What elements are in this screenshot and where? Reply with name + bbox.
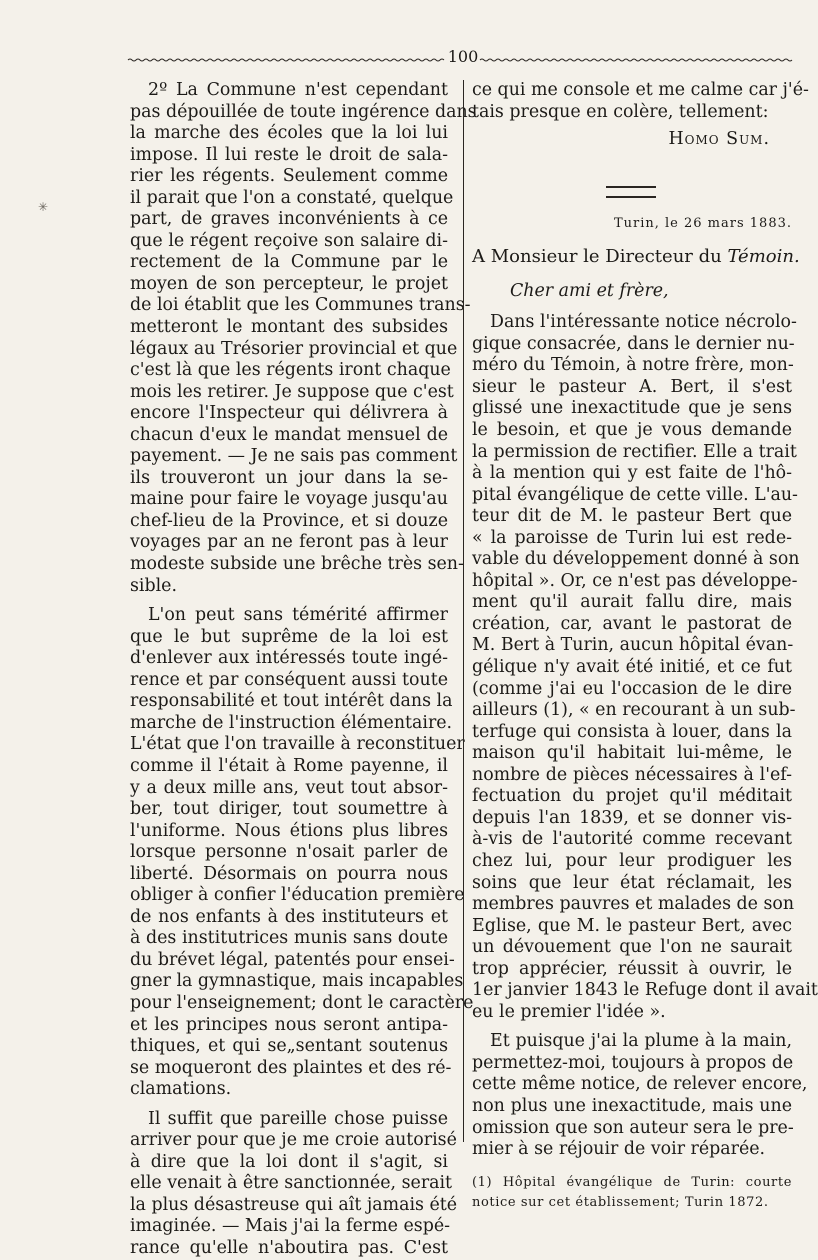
text-line: rance qu'elle n'aboutira pas. C'est <box>130 1237 448 1258</box>
text-line: payement. — Je ne sais pas comment <box>130 446 458 467</box>
right-column <box>472 80 818 1213</box>
text-line: non plus une inexactitude, mais une <box>472 1095 792 1116</box>
text-line: chef-lieu de la Province, et si douze <box>130 510 448 531</box>
section-separator <box>606 186 656 198</box>
text-line: liberté. Désormais on pourra nous <box>130 863 448 884</box>
addressee-journal: Témoin. <box>727 246 800 268</box>
text-line: responsabilité et tout intérêt dans la <box>130 691 453 712</box>
text-line: modeste subside une brêche très sen- <box>130 554 464 575</box>
text-line: fectuation du projet qu'il méditait <box>472 786 792 807</box>
text-line: gélique n'y avait été initié, et ce fut <box>472 657 792 678</box>
addressee-prefix: A Monsieur le Directeur du <box>472 246 728 268</box>
text-line: mois les retirer. Je suppose que c'est <box>130 381 454 402</box>
text-line: de nos enfants à des instituteurs et <box>130 906 448 927</box>
text-line: sieur le pasteur A. Bert, il s'est <box>472 376 792 397</box>
text-line: il parait que l'on a constaté, quelque <box>130 187 454 208</box>
text-line: trop apprécier, réussit à ouvrir, le <box>472 958 792 979</box>
text-line: le besoin, et que je vous demande <box>472 420 792 441</box>
text-line: voyages par an ne feront pas à leur <box>130 532 448 553</box>
text-line: chez lui, pour leur prodiguer les <box>472 850 792 871</box>
header-wavy-rule-left <box>128 58 446 62</box>
text-line: gner la gymnastique, mais incapables <box>130 971 464 992</box>
text-line: ber, tout diriger, tout soumettre à <box>130 799 448 820</box>
text-line: Il suffit que pareille chose puisse <box>148 1108 448 1129</box>
text-line: d'enlever aux intéressés toute ingé- <box>130 648 448 669</box>
addressee <box>472 246 800 268</box>
text-line: rier les régents. Seulement comme <box>130 166 448 187</box>
signature: Homo Sum. <box>668 129 770 150</box>
text-line: part, de graves inconvénients à ce <box>130 209 448 230</box>
text-line: c'est là que les régents iront chaque <box>130 360 451 381</box>
text-line: encore l'Inspecteur qui délivrera à <box>130 403 448 424</box>
text-line: la plus désastreuse qui aît jamais été <box>130 1194 458 1215</box>
text-line: rectement de la Commune par le <box>130 252 448 273</box>
text-line: arriver pour que je me croie autorisé <box>130 1130 457 1151</box>
footnote-block <box>472 1173 792 1213</box>
text-line: ils trouveront un jour dans la se- <box>130 467 448 488</box>
text-line: à des institutrices munis sans doute <box>130 928 448 949</box>
text-line: ailleurs (1), « en recourant à un sub- <box>472 700 796 721</box>
text-line: terfuge qui consista à louer, dans la <box>472 721 792 742</box>
text-line: nombre de pièces nécessaires à l'ef- <box>472 764 792 785</box>
text-line: mier à se réjouir de voir réparée. <box>472 1139 766 1160</box>
text-line: impose. Il lui reste le droit de sala- <box>130 144 448 165</box>
text-line: tais presque en colère, tellement: <box>472 101 769 122</box>
text-line: maison qu'il habitait lui-même, le <box>472 743 792 764</box>
text-line: elle venait à être sanctionnée, serait <box>130 1173 453 1194</box>
text-line: teur dit de M. le pasteur Bert que <box>472 506 792 527</box>
text-line: marche de l'instruction élémentaire. <box>130 712 453 733</box>
text-line: membres pauvres et malades de son <box>472 894 795 915</box>
text-line: Et puisque j'ai la plume à la main, <box>490 1031 792 1052</box>
text-line: vable du développement donné à son <box>472 549 800 570</box>
text-line: pital évangélique de cette ville. L'au- <box>472 484 798 505</box>
text-line: se moqueront des plaintes et des ré- <box>130 1057 452 1078</box>
salutation: Cher ami et frère, <box>510 280 669 301</box>
text-line: légaux au Trésorier provincial et que <box>130 338 458 359</box>
text-line: lorsque personne n'osait parler de <box>130 842 448 863</box>
text-line: pour l'enseignement; dont le caractère <box>130 992 474 1013</box>
text-line: (comme j'ai eu l'occasion de le dire <box>472 678 792 699</box>
text-line: moyen de son percepteur, le projet <box>130 273 448 294</box>
text-line: Eglise, que M. le pasteur Bert, avec <box>472 915 792 936</box>
text-line: pas dépouillée de toute ingérence dans <box>130 101 477 122</box>
text-line: « la paroisse de Turin lui est rede- <box>472 527 792 548</box>
text-line: chacun d'eux le mandat mensuel de <box>130 424 448 445</box>
text-line: à la mention qui y est faite de l'hô- <box>472 463 792 484</box>
text-line: obliger à confier l'éducation première <box>130 885 465 906</box>
text-line: l'uniforme. Nous étions plus libres <box>130 820 448 841</box>
text-line: thiques, et qui se„sentant soutenus <box>130 1036 448 1057</box>
text-line: la marche des écoles que la loi lui <box>130 123 448 144</box>
left-column <box>130 80 477 1260</box>
text-line: ment qu'il aurait fallu dire, mais <box>472 592 792 613</box>
text-line: de loi établit que les Communes trans- <box>130 295 471 316</box>
right-column-intro <box>472 80 809 123</box>
text-line: y a deux mille ans, veut tout absor- <box>130 777 448 798</box>
text-line: hôpital ». Or, ce n'est pas développe- <box>472 570 798 591</box>
text-line: cette même notice, de relever encore, <box>472 1074 808 1095</box>
text-line: L'on peut sans témérité affirmer <box>148 605 448 626</box>
text-line: méro du Témoin, à notre frère, mon- <box>472 355 794 376</box>
text-line: clamations. <box>130 1079 232 1100</box>
text-line: rence et par conséquent aussi toute <box>130 669 448 690</box>
text-line: L'état que l'on travaille à reconstituer <box>130 734 465 755</box>
footnote-line: (1) Hôpital évangélique de Turin: courte <box>472 1174 792 1190</box>
text-line: que le régent reçoive son salaire di- <box>130 230 448 251</box>
text-line: metteront le montant des subsides <box>130 317 448 338</box>
text-line: à-vis de l'autorité comme recevant <box>472 829 792 850</box>
header-wavy-rule-right <box>480 58 795 62</box>
text-line: à dire que la loi dont il s'agit, si <box>130 1151 448 1172</box>
text-line: gique consacrée, dans le dernier nu- <box>472 333 795 354</box>
page-number: 100 <box>447 47 479 66</box>
text-line: Dans l'intéressante notice nécrolo- <box>490 312 797 333</box>
text-line: création, car, avant le pastorat de <box>472 613 792 634</box>
dateline: Turin, le 26 mars 1883. <box>613 215 792 231</box>
text-line: depuis l'an 1839, et se donner vis- <box>472 807 792 828</box>
ink-speck: ✳ <box>38 200 49 214</box>
text-line: soins que leur état réclamait, les <box>472 872 792 893</box>
text-line: omission que son auteur sera le pre- <box>472 1117 794 1138</box>
text-line: du brévet légal, patentés pour ensei- <box>130 949 455 970</box>
text-line: et les principes nous seront antipa- <box>130 1014 448 1035</box>
text-line: un dévouement que l'on ne saurait <box>472 937 792 958</box>
text-line: 2º La Commune n'est cependant <box>148 80 448 100</box>
text-line: M. Bert à Turin, aucun hôpital évan- <box>472 635 794 656</box>
text-line: sible. <box>130 575 178 596</box>
text-line: comme il l'était à Rome payenne, il <box>130 755 448 776</box>
text-line: eu le premier l'idée ». <box>472 1001 666 1022</box>
text-line: maine pour faire le voyage jusqu'au <box>130 489 448 510</box>
text-line: glissé une inexactitude que je sens <box>472 398 792 419</box>
text-line: permettez-moi, toujours à propos de <box>472 1052 794 1073</box>
text-line: que le but suprême de la loi est <box>130 626 448 647</box>
column-divider <box>463 80 464 1142</box>
footnote-line: notice sur cet établissement; Turin 1872. <box>472 1194 769 1210</box>
text-line: imaginée. — Mais j'ai la ferme espé- <box>130 1216 451 1237</box>
right-column-body <box>472 312 818 1160</box>
text-line: 1er janvier 1843 le Refuge dont il avait <box>472 980 818 1001</box>
text-line: ce qui me console et me calme car j'é- <box>472 80 809 100</box>
text-line: la permission de rectifier. Elle a trait <box>472 441 797 462</box>
